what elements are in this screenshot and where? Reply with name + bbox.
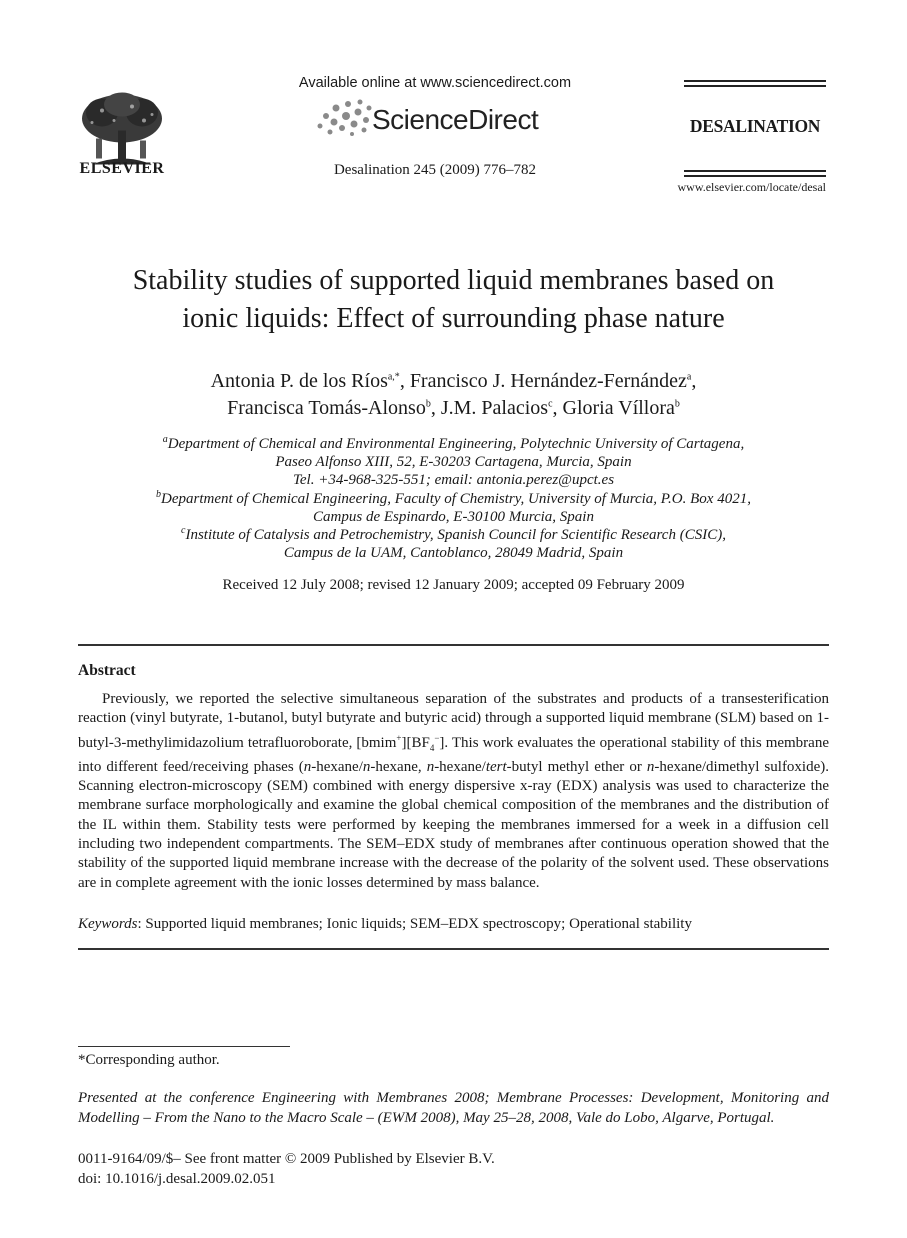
abstract-italic: n: [303, 758, 312, 775]
affiliation-line: [60, 526, 847, 544]
author-separator: ,: [430, 397, 441, 419]
abstract-text: Previously, we reported the selective simultaneous separation of the substrates and products of a transesterification reaction (vinyl butyrate, 1-butanol, butyl butyrate and butyric acid) through a supported liquid membrane (SLM) based on 1-butyl-3-methylimidazolium tetrafluoroborate, [bmim: [78, 691, 829, 751]
abstract-italic: tert: [485, 758, 507, 775]
affiliation-text: Department of Chemical and Environmental Engineering, Polytechnic University of Cartagena,: [167, 436, 745, 452]
publisher-name: ELSEVIER: [79, 160, 165, 177]
affiliation-contact[interactable]: Tel. +34-968-325-551; email: antonia.perez@upct.es: [292, 472, 615, 489]
author-name: J.M. Palacios: [440, 397, 549, 419]
abstract-text: -hexane/: [434, 758, 486, 775]
abstract-heading: Abstract: [78, 662, 136, 679]
journal-rule-bottom: [684, 170, 826, 180]
keywords: [78, 916, 829, 933]
journal-citation: Desalination 245 (2009) 776–782: [333, 162, 537, 178]
affiliation-mark: a: [162, 434, 168, 445]
available-online-text[interactable]: Available online at www.sciencedirect.com: [298, 75, 572, 91]
journal-url[interactable]: www.elsevier.com/locate/desal: [677, 180, 826, 194]
affiliation-line: [60, 453, 847, 471]
affiliation-text: Department of Chemical Engineering, Faculty of Chemistry, University of Murcia, P.O. Box 4021,: [161, 490, 751, 507]
footnote-rule: [78, 1046, 290, 1047]
abstract-sup: +: [396, 732, 402, 743]
title-line: ionic liquids: Effect of surrounding phase nature: [182, 303, 725, 334]
title-line: Stability studies of supported liquid membranes based on: [132, 265, 775, 296]
author-separator: ,: [691, 370, 697, 392]
author-name: Francisca Tomás-Alonso: [227, 397, 426, 419]
copyright-info: [78, 1149, 495, 1189]
author-affiliation-mark: a: [686, 371, 692, 383]
author-name: Antonia P. de los Ríos: [210, 370, 388, 392]
abstract-body: [78, 690, 829, 893]
abstract-italic: n: [646, 758, 655, 775]
divider: [78, 644, 829, 646]
abstract-italic: n: [362, 758, 371, 775]
author-affiliation-mark: b: [674, 398, 680, 410]
affiliation-mark: c: [181, 525, 186, 537]
abstract-text: -hexane/: [311, 758, 363, 775]
conference-note: Presented at the conference Engineering with Membranes 2008; Membrane Processes: Development, Monitoring and Modelling – From the Nano to the Macro Scale – (EWM 2008), May 25–28, 2008, Vale do Lobo, Algarve, Portugal.: [78, 1090, 829, 1126]
author-separator: ,: [399, 370, 410, 392]
abstract-text: ]. This work evaluates the operational stability of this membrane into different feed/receiving phases (: [78, 734, 829, 775]
keywords-label: Keywords: [78, 916, 138, 932]
affiliation-text: Campus de la UAM, Cantoblanco, 28049 Madrid, Spain: [283, 545, 624, 562]
abstract-text: -hexane/dimethyl sulfoxide). Scanning electron-microscopy (SEM) combined with energy dispersive x-ray (EDX) analysis was used to characterize the membrane surface morphologically and examine the global chemical composition of the membranes and the distribution of the IL within them. Stability tests were performed by keeping the membranes immersed for a week in a diffusion cell including two independent compartments. The SEM–EDX study of membranes after continuous operation showed that the stability of the supported liquid membrane increase with the decrease of the polarity of the solvent used. These observations are in complete agreement with the ionic losses determined by mass balance.: [78, 758, 830, 891]
affiliation-text: Campus de Espinardo, E-30100 Murcia, Spain: [313, 508, 594, 525]
journal-rule-top: [684, 80, 826, 90]
abstract-text: ][BF: [401, 734, 430, 751]
corresponding-author-note: *Corresponding author.: [78, 1052, 220, 1068]
author-affiliation-mark: a,*: [387, 371, 400, 383]
abstract-sub: 4: [429, 742, 435, 753]
issn-line: 0011-9164/09/$– See front matter © 2009 Published by Elsevier B.V.: [78, 1151, 495, 1167]
author-name: Gloria Víllora: [562, 397, 675, 419]
affiliation-line: [60, 544, 847, 562]
author-affiliation-mark: b: [425, 398, 431, 410]
author-name: Francisco J. Hernández-Fernández: [409, 370, 687, 392]
author-affiliation-mark: c: [548, 398, 553, 410]
article-title: [60, 262, 847, 338]
abstract-text: -butyl methyl ether or: [506, 758, 647, 775]
keywords-text: : Supported liquid membranes; Ionic liquids; SEM–EDX spectroscopy; Operational stability: [137, 916, 692, 932]
received-dates: Received 12 July 2008; revised 12 January 2009; accepted 09 February 2009: [222, 577, 685, 593]
author-list: [60, 368, 847, 422]
affiliations: [60, 435, 847, 562]
affiliation-line: [60, 490, 847, 508]
journal-name: DESALINATION: [689, 116, 821, 136]
affiliation-text: Institute of Catalysis and Petrochemistry, Spanish Council for Scientific Research (CSIC),: [185, 527, 726, 544]
abstract-italic: n: [426, 758, 435, 775]
affiliation-mark: b: [156, 488, 162, 500]
affiliation-line: [60, 435, 847, 453]
doi-link[interactable]: doi: 10.1016/j.desal.2009.02.051: [78, 1171, 276, 1187]
abstract-sup: −: [434, 732, 440, 743]
author-separator: ,: [552, 397, 563, 419]
affiliation-line: [60, 471, 847, 489]
affiliation-line: [60, 508, 847, 526]
sciencedirect-wordmark: ScienceDirect: [372, 104, 539, 135]
affiliation-text: Paseo Alfonso XIII, 52, E-30203 Cartagena, Murcia, Spain: [275, 454, 632, 471]
divider: [78, 948, 829, 950]
abstract-text: -hexane,: [370, 758, 427, 775]
